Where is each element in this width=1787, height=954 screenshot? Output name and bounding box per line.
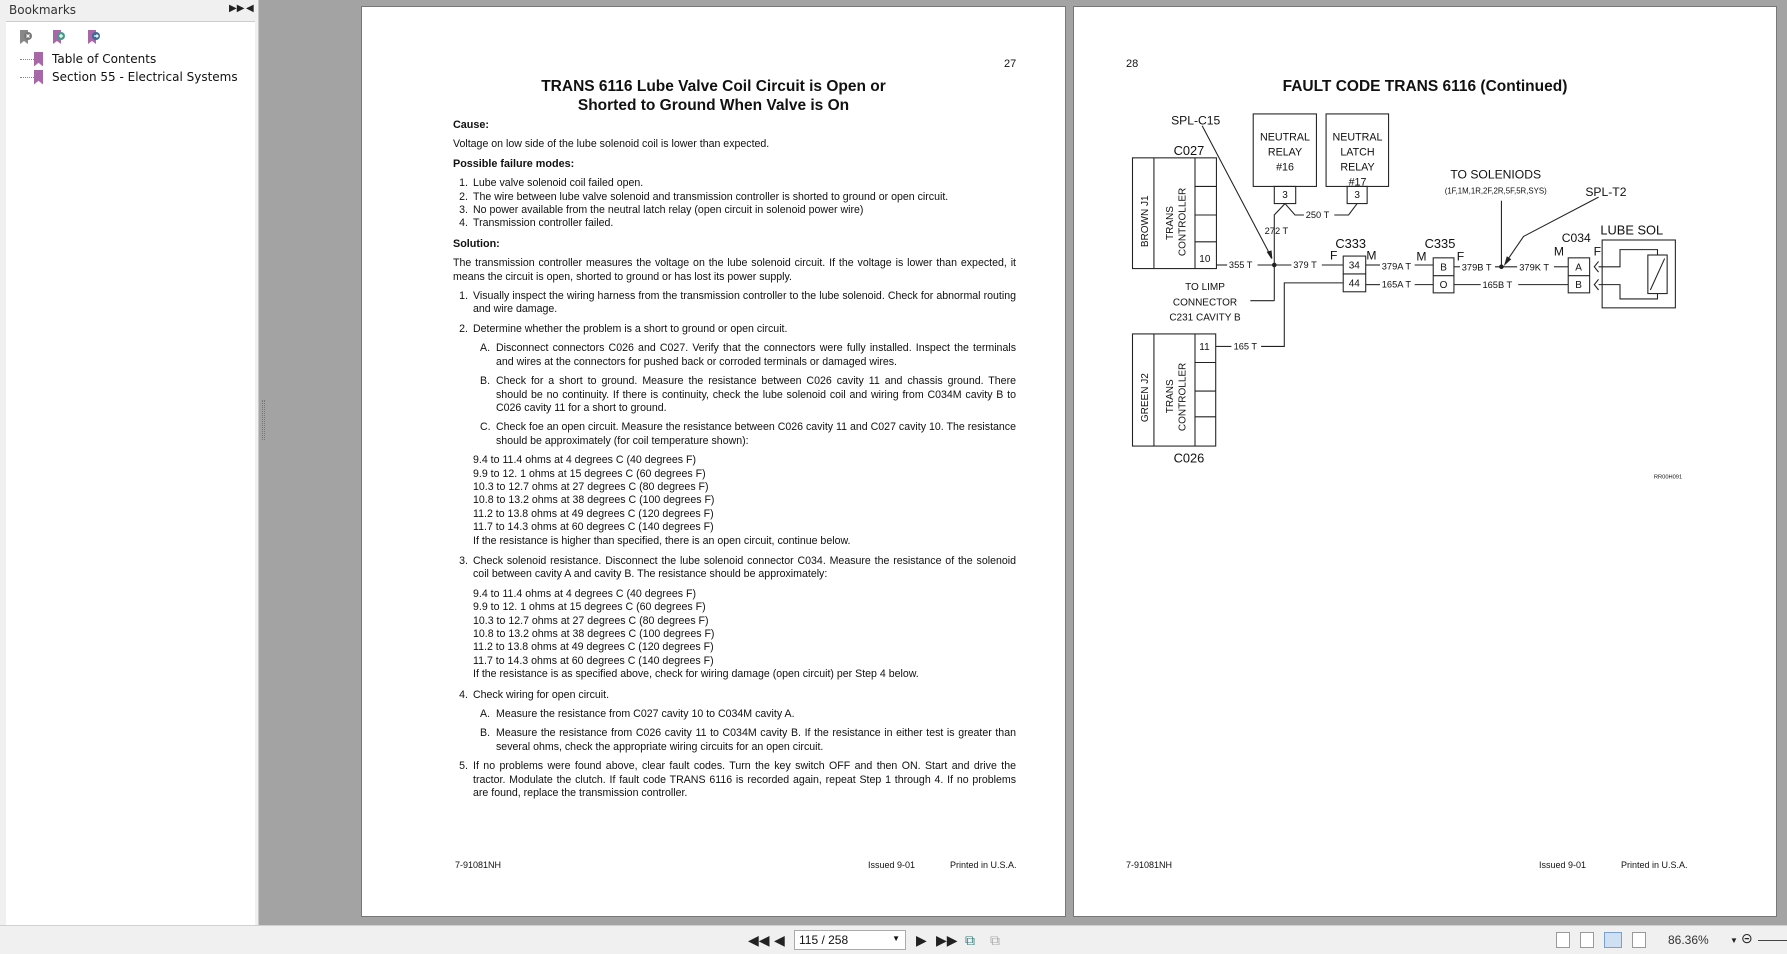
solution-text: The transmission controller measures the voltage on the lube solenoid circuit. If the voltage is lower than expected, it means the circuit is open, shorted to ground or has lost its power supply. xyxy=(453,257,1016,283)
page-number: 27 xyxy=(1004,58,1017,70)
label-controller: CONTROLLER xyxy=(1177,362,1189,432)
page-body xyxy=(453,119,1016,806)
relay17-line4: #17 xyxy=(1348,176,1367,189)
step-4: 4. Check wiring for open circuit. xyxy=(459,688,610,701)
step-2b: B. Check for a short to ground. Measure the resistance between C026 cavity 11 and chassis ground. There should be no continuity. If there is continuity, check the lube solenoid coil and wiring from C034M cavity B to C026 cavity 11 for a short to ground. xyxy=(480,375,1016,414)
single-page-view-icon[interactable] xyxy=(1556,932,1570,948)
relay16-pin: 3 xyxy=(1282,190,1288,202)
continuous-facing-view-icon[interactable] xyxy=(1632,932,1646,948)
label-c034: C034 xyxy=(1561,230,1591,245)
failure-list xyxy=(453,177,1016,231)
step-2a: A. Disconnect connectors C026 and C027. Verify that the connectors were fully installed. Inspect the terminals and wires at the connectors for pushed back or corroded terminals or damaged wires. xyxy=(480,342,1016,368)
chevron-down-icon[interactable]: ▼ xyxy=(892,934,900,943)
page-title xyxy=(362,77,1065,115)
bookmark-label: Table of Contents xyxy=(52,52,157,66)
page-27 xyxy=(361,6,1066,917)
list-item: 2. The wire between lube valve solenoid and transmission controller is shorted to ground or open circuit. xyxy=(459,190,949,203)
relay17-line3: RELAY xyxy=(1340,161,1375,174)
zoom-out-icon[interactable]: ⊝ xyxy=(1741,930,1753,946)
resistance-table-2: 9.4 to 11.4 ohms at 4 degrees C (40 degrees F) 9.9 to 12. 1 ohms at 15 degrees C (60 degrees F) 10.3 to 12.7 ohms at 27 degrees C (80 degrees F) 10.8 to 13.2 ohms at 38 degrees C (100 degrees F) 11.2 to 13.8 ohms at 49 degrees C (120 degrees F) 11.7 to 14.3 ohms at 60 degrees C (140 degrees F) If the resistance is as specified above, check for wiring damage (open circuit) per Step 4 below. xyxy=(473,587,919,681)
label-trans: TRANS xyxy=(1164,379,1176,414)
wire-379kt: 379K T xyxy=(1519,262,1550,273)
label-controller: CONTROLLER xyxy=(1177,187,1189,257)
resistance-table-1: 9.4 to 11.4 ohms at 4 degrees C (40 degrees F) 9.9 to 12. 1 ohms at 15 degrees C (60 degrees F) 10.3 to 12.7 ohms at 27 degrees C (80 degrees F) 10.8 to 13.2 ohms at 38 degrees C (100 degrees F) 11.2 to 13.8 ohms at 49 degrees C (120 degrees F) 11.7 to 14.3 ohms at 60 degrees C (140 degrees F) If the resistance is higher than specified, there is an open circuit, continue below. xyxy=(473,454,851,547)
wire-379t: 379 T xyxy=(1293,259,1317,270)
relay16-line2: RELAY xyxy=(1267,146,1303,159)
last-page-button[interactable]: ▶▶ xyxy=(936,932,958,948)
relay16-line1: NEUTRAL xyxy=(1260,131,1310,144)
bookmarks-title: Bookmarks xyxy=(9,3,77,17)
expand-panel-icon[interactable]: ▶▶ xyxy=(229,3,245,14)
bookmark-section-55[interactable] xyxy=(20,69,238,85)
figure-id: RR00H091 xyxy=(1653,474,1683,481)
previous-view-icon[interactable]: ⧉ xyxy=(965,932,975,948)
relay17-pin: 3 xyxy=(1354,190,1360,202)
label-green-j2: GREEN J2 xyxy=(1139,373,1151,423)
label-f: F xyxy=(1456,249,1465,264)
bookmark-label: Section 55 - Electrical Systems xyxy=(52,70,238,84)
page-number-value: 115 / 258 xyxy=(799,933,849,947)
cavity-10: 10 xyxy=(1199,254,1211,266)
footer-printed: Printed in U.S.A. xyxy=(1621,860,1688,870)
pin-b: B xyxy=(1440,262,1447,274)
label-solenoid-list: (1F,1M,1R,2F,2R,5F,5R,SYS) xyxy=(1444,186,1547,196)
cavity-11: 11 xyxy=(1199,342,1210,353)
wire-272t: 272 T xyxy=(1264,225,1289,236)
zoom-slider[interactable] xyxy=(1758,940,1787,941)
label-c026: C026 xyxy=(1173,450,1205,466)
cause-text: Voltage on low side of the lube solenoid coil is lower than expected. xyxy=(453,138,770,151)
step-4a: A. Measure the resistance from C027 cavity 10 to C034M cavity A. xyxy=(480,708,795,721)
page-number: 28 xyxy=(1126,58,1139,70)
bookmarks-panel xyxy=(0,0,259,925)
pin-o: O xyxy=(1439,280,1448,292)
wire-379at: 379A T xyxy=(1381,261,1411,272)
page-title: FAULT CODE TRANS 6116 (Continued) xyxy=(1282,78,1568,95)
footer-doc-number: 7-91081NH xyxy=(455,860,502,870)
wiring-diagram xyxy=(1120,90,1683,481)
failure-heading: Possible failure modes: xyxy=(453,157,575,170)
bottom-toolbar xyxy=(0,925,1787,954)
goto-bookmark-icon[interactable] xyxy=(86,29,102,45)
relay17-line2: LATCH xyxy=(1340,146,1375,159)
add-bookmark-icon[interactable] xyxy=(51,29,67,45)
footer-issued: Issued 9-01 xyxy=(1539,860,1587,870)
bookmarks-header xyxy=(0,0,258,20)
step-2: 2. Determine whether the problem is a short to ground or open circuit. xyxy=(459,322,788,335)
label-lube-sol: LUBE SOL xyxy=(1600,222,1664,238)
zoom-level[interactable]: 86.36% xyxy=(1668,933,1709,947)
wire-165at: 165A T xyxy=(1381,279,1411,290)
bookmark-icon xyxy=(34,70,43,85)
page-number-input[interactable] xyxy=(794,930,906,950)
list-item: 3. No power available from the neutral latch relay (open circuit in solenoid power wire) xyxy=(459,204,864,217)
bookmarks-tree xyxy=(6,21,255,925)
next-page-button[interactable]: ▶ xyxy=(916,932,927,948)
bookmark-icon xyxy=(34,52,43,67)
first-page-button[interactable]: ◀◀ xyxy=(748,932,770,948)
previous-page-button[interactable]: ◀ xyxy=(774,932,785,948)
label-m: M xyxy=(1416,249,1427,264)
tree-connector xyxy=(20,59,34,60)
pin-b: B xyxy=(1575,280,1582,292)
cause-heading: Cause: xyxy=(453,119,490,131)
label-m: M xyxy=(1553,244,1565,259)
pin-34: 34 xyxy=(1348,260,1360,272)
list-item: 1. Lube valve solenoid coil failed open. xyxy=(459,177,644,190)
facing-view-icon[interactable] xyxy=(1604,932,1622,948)
label-c335: C335 xyxy=(1424,235,1456,251)
label-c027: C027 xyxy=(1173,143,1205,158)
step-4b: B. Measure the resistance from C026 cavity 11 to C034M cavity B. If the resistance in either test is greater than several ohms, check the appropriate wiring circuits for an open circuit. xyxy=(480,727,1016,753)
footer-printed: Printed in U.S.A. xyxy=(950,860,1017,870)
wire-355t: 355 T xyxy=(1228,259,1253,270)
tree-connector xyxy=(20,77,34,78)
wire-165bt: 165B T xyxy=(1482,280,1513,291)
bookmark-table-of-contents[interactable] xyxy=(20,51,156,67)
remove-bookmark-icon[interactable] xyxy=(18,29,34,45)
collapse-panel-icon[interactable]: ◀ xyxy=(246,3,254,14)
solution-heading: Solution: xyxy=(453,237,500,250)
pin-a: A xyxy=(1575,262,1582,274)
continuous-view-icon[interactable] xyxy=(1580,932,1594,948)
label-to-solenoids: TO SOLENIODS xyxy=(1450,167,1542,182)
zoom-dropdown-icon[interactable]: ▼ xyxy=(1730,936,1738,945)
label-f: F xyxy=(1330,248,1338,263)
label-spl-t2: SPL-T2 xyxy=(1585,185,1627,200)
step-5: 5. If no problems were found above, clear fault codes. Turn the key switch OFF and then ON. Start and drive the tractor. Modulate the clutch. If fault code TRANS 6116 is recorded again, repeat Step 1 through 4. If no problems are found, replace the transmission controller. xyxy=(459,760,1016,800)
label-spl-c15: SPL-C15 xyxy=(1171,113,1221,128)
step-2c: C. Check foe an open circuit. Measure the resistance between C026 cavity 11 and C027 cavity 10. The resistance should be approximately (for coil temperature shown): xyxy=(480,421,1016,447)
label-c333: C333 xyxy=(1335,235,1367,251)
wire-165t: 165 T xyxy=(1233,341,1258,352)
title-line: Shorted to Ground When Valve is On xyxy=(577,97,850,114)
list-item: 4. Transmission controller failed. xyxy=(459,217,614,230)
relay16-line3: #16 xyxy=(1276,161,1294,174)
pin-44: 44 xyxy=(1348,278,1360,290)
next-view-icon[interactable]: ⧉ xyxy=(990,932,1000,948)
step-3: 3. Check solenoid resistance. Disconnect the lube solenoid connector C034. Measure the resistance of the solenoid coil between cavity A and cavity B. The resistance should be approximately: xyxy=(459,554,1016,581)
wire-250t: 250 T xyxy=(1305,209,1330,220)
limp-line2: CONNECTOR xyxy=(1172,297,1238,309)
label-brown-j1: BROWN J1 xyxy=(1139,195,1151,248)
wire-379bt: 379B T xyxy=(1461,262,1492,273)
label-trans: TRANS xyxy=(1164,206,1176,240)
label-f: F xyxy=(1593,244,1601,259)
step-1: 1. Visually inspect the wiring harness from the transmission controller to the lube solenoid. Check for abnormal routing and wire damage. xyxy=(459,290,1016,316)
footer-doc-number: 7-91081NH xyxy=(1126,860,1173,870)
limp-line1: TO LIMP xyxy=(1185,282,1225,293)
panel-splitter[interactable] xyxy=(262,400,265,440)
relay17-line1: NEUTRAL xyxy=(1332,131,1383,144)
footer-issued: Issued 9-01 xyxy=(868,860,916,870)
title-line: TRANS 6116 Lube Valve Coil Circuit is Open or xyxy=(541,78,886,95)
limp-line3: C231 CAVITY B xyxy=(1169,312,1241,324)
label-m: M xyxy=(1366,248,1377,263)
